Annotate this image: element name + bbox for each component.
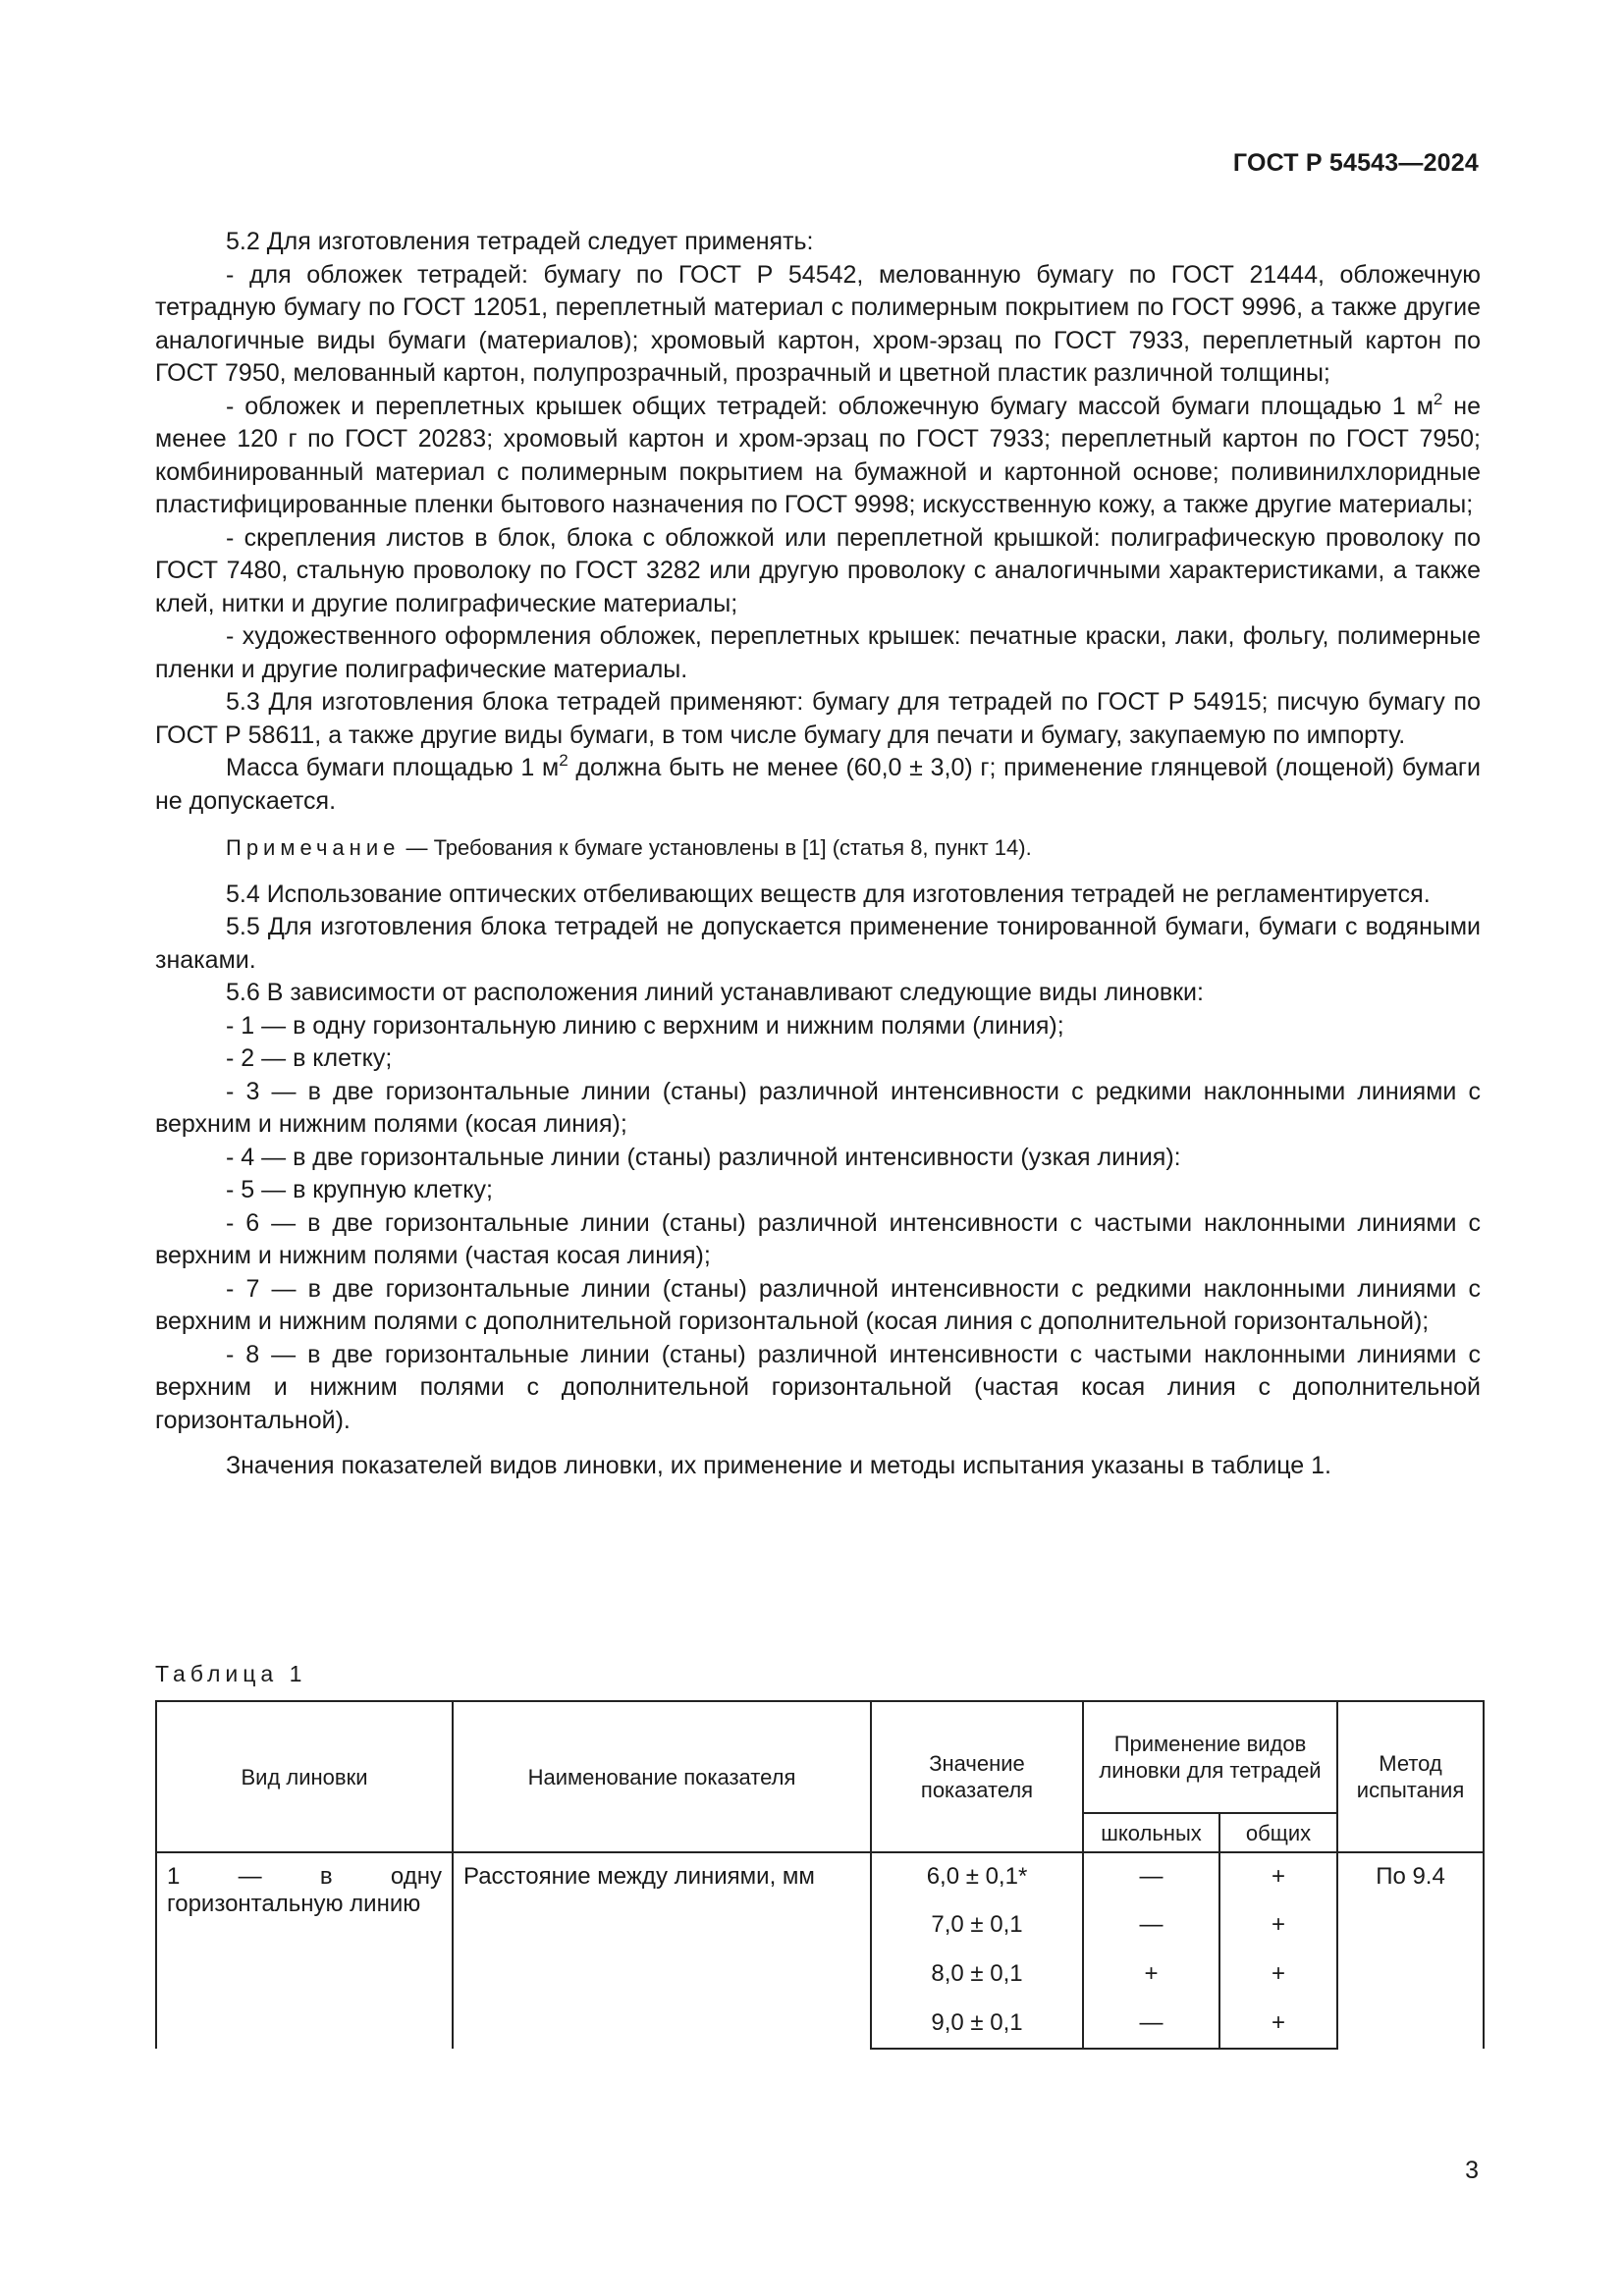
clause-5-3: 5.3 Для изготовления блока тетрадей применяют: бумагу для тетрадей по ГОСТ Р 54915; писчую бумагу по ГОСТ Р 58611, а также другие виды бумаги, в том числе бумагу для печати и бумагу, закупаемую по импорту.: [155, 688, 1481, 749]
cell-general: +: [1219, 2000, 1337, 2049]
cell-value: 6,0 ± 0,1*: [871, 1852, 1083, 1901]
header-method: Метод испытания: [1337, 1701, 1484, 1852]
text-fragment: должна быть не менее (60,0 ± 3,0) г; применение глянцевой (лощеной) бумаги не допускается.: [155, 754, 1481, 815]
header-usage: Применение видов линовки для тетрадей: [1083, 1701, 1337, 1813]
clause-5-2: 5.2 Для изготовления тетрадей следует применять:: [226, 228, 814, 255]
cell-school: +: [1083, 1950, 1219, 2000]
note: [155, 831, 1481, 865]
ruling-type-5: - 5 — в крупную клетку;: [226, 1176, 493, 1203]
text-fragment: - обложек и переплетных крышек общих тетрадей: обложечную бумагу массой бумаги площадью 1 м: [226, 392, 1434, 420]
ruling-table: [155, 1700, 1485, 2050]
ruling-type-8: - 8 — в две горизонтальные линии (станы) различной интенсивности с частыми наклонными линиями с верхним и нижним полями с дополнительной горизонтальной (частая косая линия с дополнительной горизонтальной).: [155, 1340, 1481, 1434]
header-name: Наименование показателя: [453, 1701, 871, 1852]
header-school: школьных: [1083, 1813, 1219, 1852]
cell-indicator-name: Расстояние между линиями, мм: [453, 1852, 871, 2049]
cell-school: —: [1083, 2000, 1219, 2049]
clause-5-2-covers: - для обложек тетрадей: бумагу по ГОСТ Р 54542, мелованную бумагу по ГОСТ 21444, обложечную тетрадную бумагу по ГОСТ 12051, переплетный материал с полимерным покрытием по ГОСТ 9996, а также другие аналогичные виды бумаги (материалов); хромовый картон, хром-эрзац по ГОСТ 7933, переплетный картон по ГОСТ 7950, мелованный картон, полупрозрачный, прозрачный и цветной пластик различной толщины;: [155, 260, 1481, 387]
clause-5-2-decoration: - художественного оформления обложек, переплетных крышек: печатные краски, лаки, фольгу, полимерные пленки и другие полиграфические материалы.: [155, 622, 1481, 683]
ruling-type-4: - 4 — в две горизонтальные линии (станы) различной интенсивности (узкая линия):: [226, 1143, 1181, 1171]
cell-vid: 1 — в одну горизонтальную линию: [156, 1852, 453, 2049]
text-fragment: Масса бумаги площадью 1 м: [226, 754, 560, 781]
page-number: 3: [1465, 2157, 1479, 2184]
cell-value: 9,0 ± 0,1: [871, 2000, 1083, 2049]
ruling-type-2: - 2 — в клетку;: [226, 1044, 393, 1072]
cell-general: +: [1219, 1950, 1337, 2000]
clause-5-2-binding: - скрепления листов в блок, блока с обложкой или переплетной крышкой: полиграфическую проволоку по ГОСТ 7480, стальную проволоку по ГОСТ 3282 или другую проволоку с аналогичными характеристиками, а также клей, нитки и другие полиграфические материалы;: [155, 523, 1481, 617]
note-text: — Требования к бумаге установлены в [1] (статья 8, пункт 14).: [400, 835, 1032, 860]
clause-5-3-mass: [155, 752, 1481, 818]
header-value: Значение показателя: [871, 1701, 1083, 1852]
ruling-type-3: - 3 — в две горизонтальные линии (станы) различной интенсивности с редкими наклонными линиями с верхним и нижним полями (косая линия);: [155, 1077, 1481, 1138]
cell-school: —: [1083, 1852, 1219, 1901]
superscript: 2: [559, 751, 568, 770]
document-code: ГОСТ Р 54543—2024: [1232, 149, 1479, 177]
note-label: Примечание: [226, 835, 401, 860]
cell-school: —: [1083, 1901, 1219, 1950]
cell-general: +: [1219, 1852, 1337, 1901]
cell-value: 7,0 ± 0,1: [871, 1901, 1083, 1950]
cell-value: 8,0 ± 0,1: [871, 1950, 1083, 2000]
superscript: 2: [1433, 389, 1443, 408]
ruling-type-1: - 1 — в одну горизонтальную линию с верхним и нижним полями (линия);: [226, 1011, 1064, 1040]
clause-5-2-general-covers: [155, 391, 1481, 522]
cell-method: По 9.4: [1337, 1852, 1484, 2049]
clause-5-6: 5.6 В зависимости от расположения линий устанавливают следующие виды линовки:: [226, 979, 1204, 1006]
table-caption: Таблица 1: [155, 1661, 307, 1686]
header-general: общих: [1219, 1813, 1337, 1852]
cell-general: +: [1219, 1901, 1337, 1950]
header-vid: Вид линовки: [156, 1701, 453, 1852]
table-reference: Значения показателей видов линовки, их применение и методы испытания указаны в таблице 1.: [226, 1452, 1331, 1479]
text-fragment: не менее 120 г по ГОСТ 20283; хромовый картон и хром-эрзац по ГОСТ 7933; переплетный картон по ГОСТ 7950; комбинированный материал с полимерным покрытием на бумажной и картонной основе; поливинилхлоридные пластифицированные пленки бытового назначения по ГОСТ 9998; искусственную кожу, а также другие материалы;: [155, 392, 1481, 518]
document-body: [155, 226, 1481, 1483]
clause-5-4: 5.4 Использование оптических отбеливающих веществ для изготовления тетрадей не регламентируется.: [226, 880, 1431, 908]
ruling-type-7: - 7 — в две горизонтальные линии (станы) различной интенсивности с редкими наклонными линиями с верхним и нижним полями с дополнительной горизонтальной (косая линия с дополнительной горизонтальной);: [155, 1274, 1481, 1335]
clause-5-5: 5.5 Для изготовления блока тетрадей не допускается применение тонированной бумаги, бумаги с водяными знаками.: [155, 913, 1481, 974]
ruling-type-6: - 6 — в две горизонтальные линии (станы) различной интенсивности с частыми наклонными линиями с верхним и нижним полями (частая косая линия);: [155, 1208, 1481, 1269]
